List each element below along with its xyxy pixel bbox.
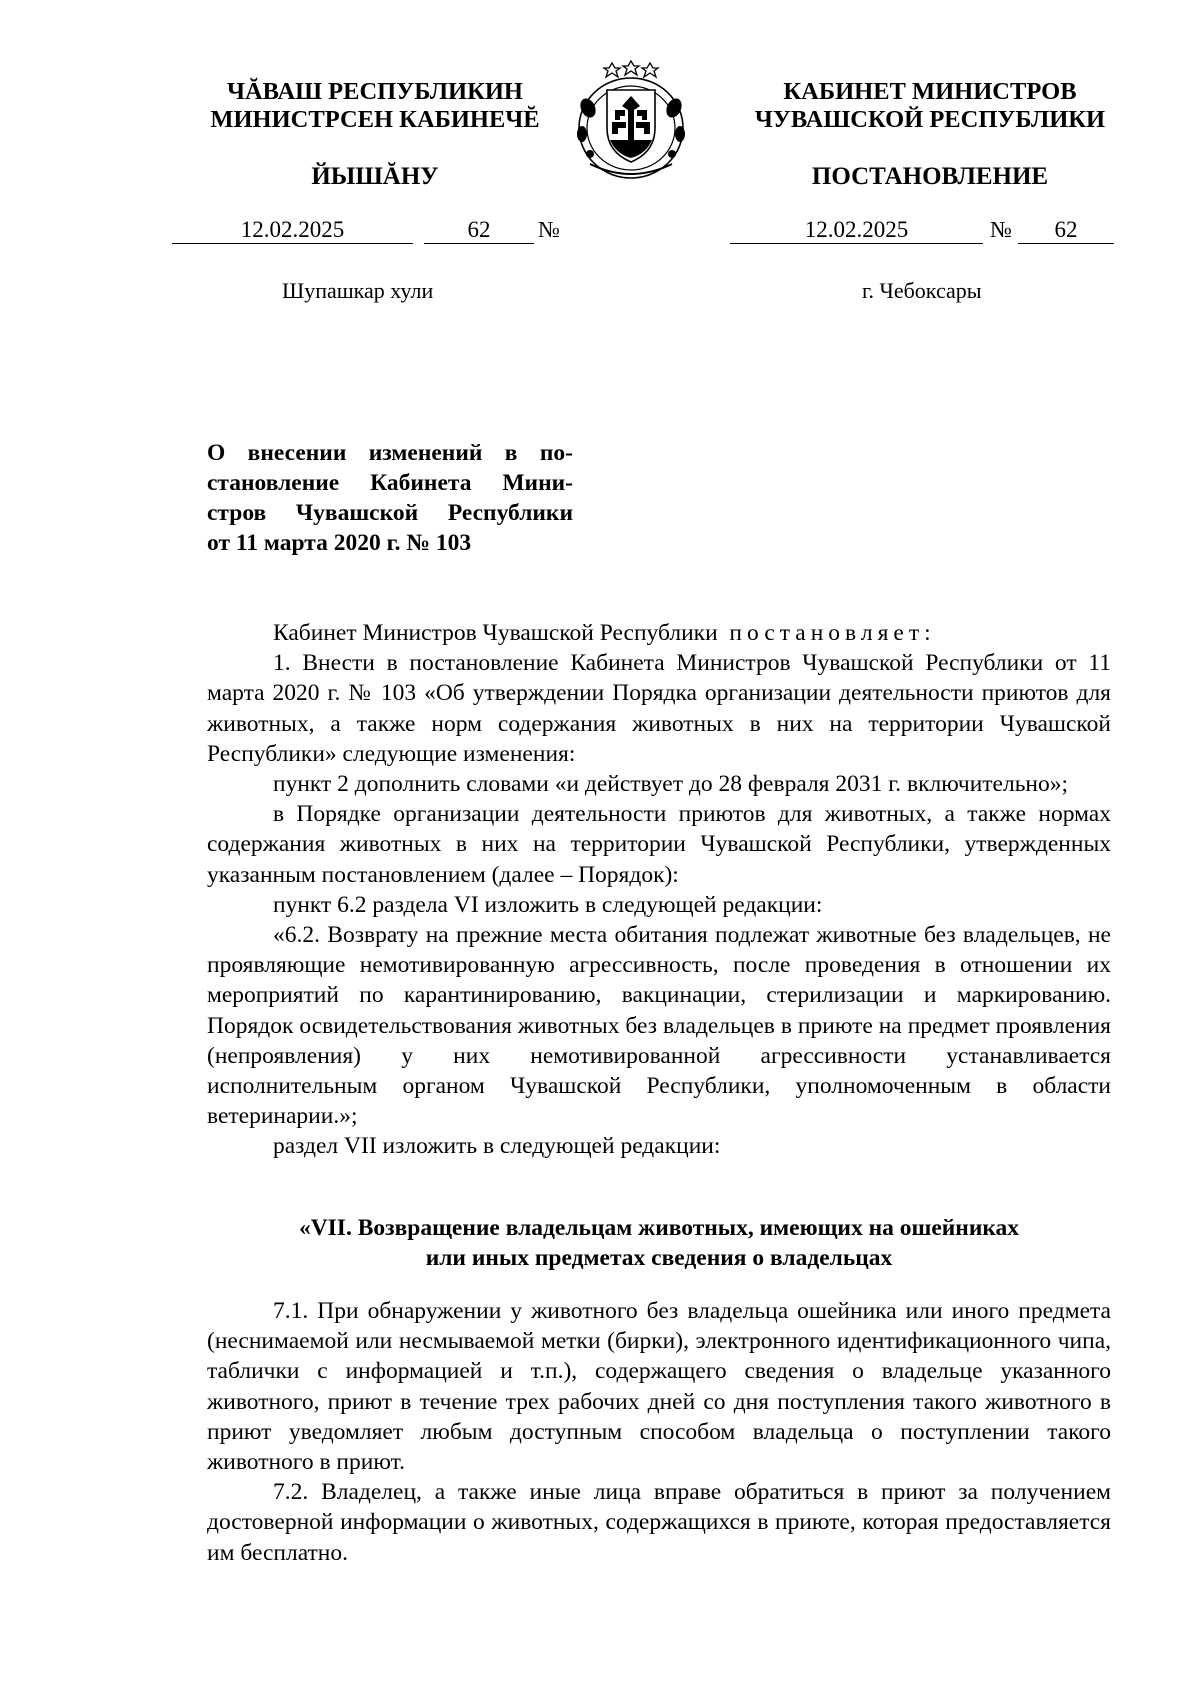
- paragraph-4: пункт 6.2 раздела VI изложить в следующей редакции:: [273, 891, 823, 918]
- paragraph-7-2: 7.2. Владелец, а также иные лица вправе обратиться в приют за получением достоверной информации о животных, содержащихся в приюте, которая предоставляется им бесплатно.: [207, 1479, 1111, 1566]
- paragraph-5: «6.2. Возврату на прежние места обитания подлежат животные без владельцев, не проявляющие немотивированную агрессивность, после проведения в отношении их мероприятий по карантинированию, вакцинации, стерилизации и маркированию. Порядок освидетельствования животных без владельцев в приюте на предмет проявления (непроявления) у них немотивированной агрессивности устанавливается исполнительным органом Чувашской Республики, уполномоченным в области ветеринарии.»;: [207, 922, 1111, 1130]
- subject-line: стров Чувашской Республики: [207, 500, 573, 526]
- header-right-line2: ЧУВАШСКОЙ РЕСПУБЛИКИ: [754, 106, 1106, 133]
- section-title: [207, 1213, 1111, 1273]
- header-right-doctype: ПОСТАНОВЛЕНИЕ: [811, 163, 1049, 190]
- document-body: [207, 618, 1111, 1162]
- right-number-sign: №: [990, 217, 1012, 242]
- left-date: 12.02.2025: [172, 216, 413, 244]
- place-right: г. Чебоксары: [862, 278, 982, 303]
- left-number: 62: [424, 216, 534, 244]
- header-right-line1: КАБИНЕТ МИНИСТРОВ: [783, 78, 1077, 105]
- preamble: [207, 618, 1111, 648]
- subject-line: О внесении изменений в по-: [207, 440, 573, 466]
- header-left-line1: ЧĂВАШ РЕСПУБЛИКИН: [226, 78, 523, 105]
- right-date: 12.02.2025: [730, 216, 983, 244]
- section-title-line1: «VII. Возвращение владельцам животных, имеющих на ошейниках: [298, 1215, 1020, 1241]
- header-left-org: [160, 78, 590, 134]
- preamble-resolves: постановляет:: [729, 620, 936, 646]
- left-number-sign: №: [538, 217, 560, 242]
- paragraph-7-1: 7.1. При обнаружении у животного без владельца ошейника или иного предмета (неснимаемой или несмываемой метки (бирки), электронного идентификационного чипа, таблички с информацией и т.п.), содержащего сведения о владельце указанного животного, приют в течение трех рабочих дней со дня поступления такого животного в приют уведомляет любым доступным способом владельца о поступлении такого животного в приют.: [207, 1298, 1111, 1476]
- preamble-lead: Кабинет Министров Чувашской Республики: [273, 620, 718, 646]
- paragraph-1: 1. Внести в постановление Кабинета Министров Чувашской Республики от 11 марта 2020 г. № 103 «Об утверждении Порядка организации деятельности приютов для животных, а также норм содержания животных в них на территории Чувашской Республики» следующие изменения:: [207, 650, 1111, 767]
- subject-line: становление Кабинета Мини-: [207, 470, 573, 496]
- subject-line: от 11 марта 2020 г. № 103: [207, 530, 472, 556]
- paragraph-6: раздел VII изложить в следующей редакции:: [273, 1133, 721, 1160]
- document-subject: [207, 438, 573, 558]
- right-number: 62: [1018, 216, 1114, 244]
- header-right-org: [715, 78, 1145, 134]
- header-left-doctype: ЙЫШĂНУ: [311, 163, 439, 190]
- section-body: [207, 1296, 1111, 1568]
- place-left: Шупашкар хули: [282, 278, 434, 303]
- chuvash-coat-of-arms-icon: [560, 56, 702, 184]
- paragraph-3: в Порядке организации деятельности приютов для животных, а также нормах содержания животных в них на территории Чувашской Республики, утвержденных указанным постановлением (далее – Порядок):: [207, 801, 1111, 888]
- header-left-line2: МИНИСТРСЕН КАБИНЕЧĔ: [210, 106, 540, 133]
- paragraph-2: пункт 2 дополнить словами «и действует до 28 февраля 2031 г. включительно»;: [273, 771, 1069, 798]
- section-title-line2: или иных предметах сведения о владельцах: [425, 1245, 893, 1271]
